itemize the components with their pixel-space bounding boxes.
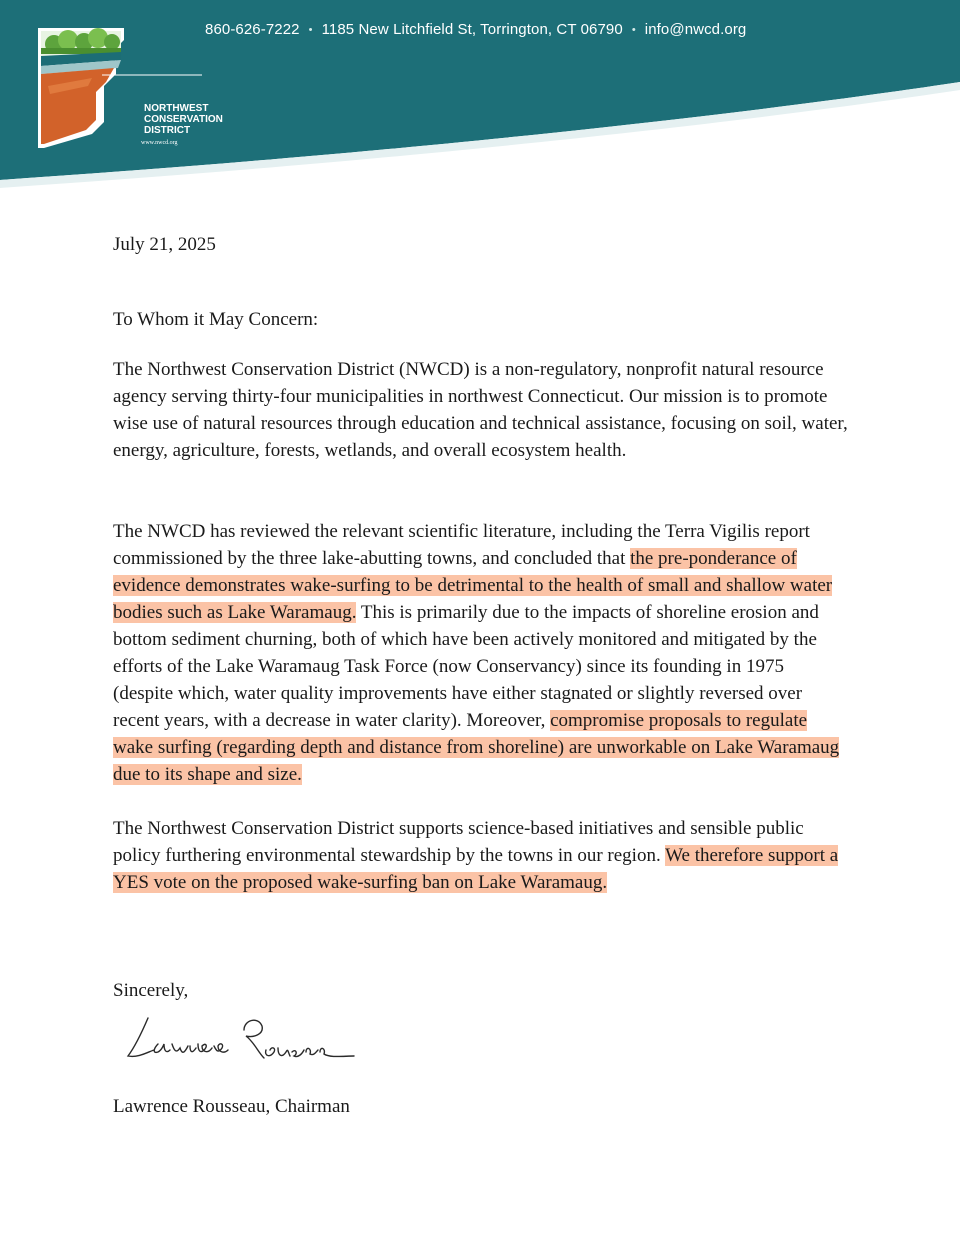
logo-website: www.nwcd.org [141,140,178,146]
nwcd-logo [36,26,223,150]
handwritten-signature [118,1000,358,1080]
logo-line: DISTRICT [144,125,191,136]
phone-number: 860-626-7222 [205,21,300,38]
closing: Sincerely, [113,980,189,1001]
letter-date: July 21, 2025 [113,234,216,255]
findings-text: This is primarily due to the impacts of shoreline erosion and bottom sediment churning, both of which have been actively monitored and mitigated by the efforts of the Lake Waramaug Task Force (now Conservancy) since its founding in 1975 (despite which, water quality improvements have either stagnated or slightly reversed over recent years, with a decrease in water clarity). Moreover, [113,602,819,731]
highlighted-text: We therefore support a YES vote on the proposed wake-surfing ban on Lake Waramaug. [113,845,839,893]
findings-text: The NWCD has reviewed the relevant scientific literature, including the Terra Vigilis report commissioned by the three lake-abutting towns, and concluded that [113,521,810,569]
address: 1185 New Litchfield St, Torrington, CT 06790 [321,21,623,38]
salutation: To Whom it May Concern: [113,309,319,330]
email-address: info@nwcd.org [644,21,747,38]
separator-dot: • [308,24,313,36]
contact-line [205,21,746,38]
paragraph-findings [113,518,848,788]
highlighted-text: compromise proposals to regulate wake surfing (regarding depth and distance from shoreline) are unworkable on Lake Waramaug due to its shape and size. [113,710,840,785]
letterhead [0,0,960,200]
highlighted-text: the pre-ponderance of evidence demonstrates wake-surfing to be detrimental to the health of small and shallow water bodies such as Lake Waramaug. [113,548,833,623]
logo-wordmark [144,103,223,136]
separator-dot: • [631,24,636,36]
support-text: The Northwest Conservation District supports science-based initiatives and sensible public policy furthering environmental stewardship by the towns in our region. [113,818,804,866]
paragraph-support [113,815,848,896]
logo-line: CONSERVATION [144,114,223,125]
signatory-name: Lawrence Rousseau, Chairman [113,1096,350,1117]
paragraph-intro: The Northwest Conservation District (NWCD) is a non-regulatory, nonprofit natural resource agency serving thirty-four municipalities in northwest Connecticut. Our mission is to promote wise use of natural resources through education and technical assistance, focusing on soil, water, energy, agriculture, forests, wetlands, and overall ecosystem health. [113,359,848,461]
logo-line: NORTHWEST [144,103,209,114]
